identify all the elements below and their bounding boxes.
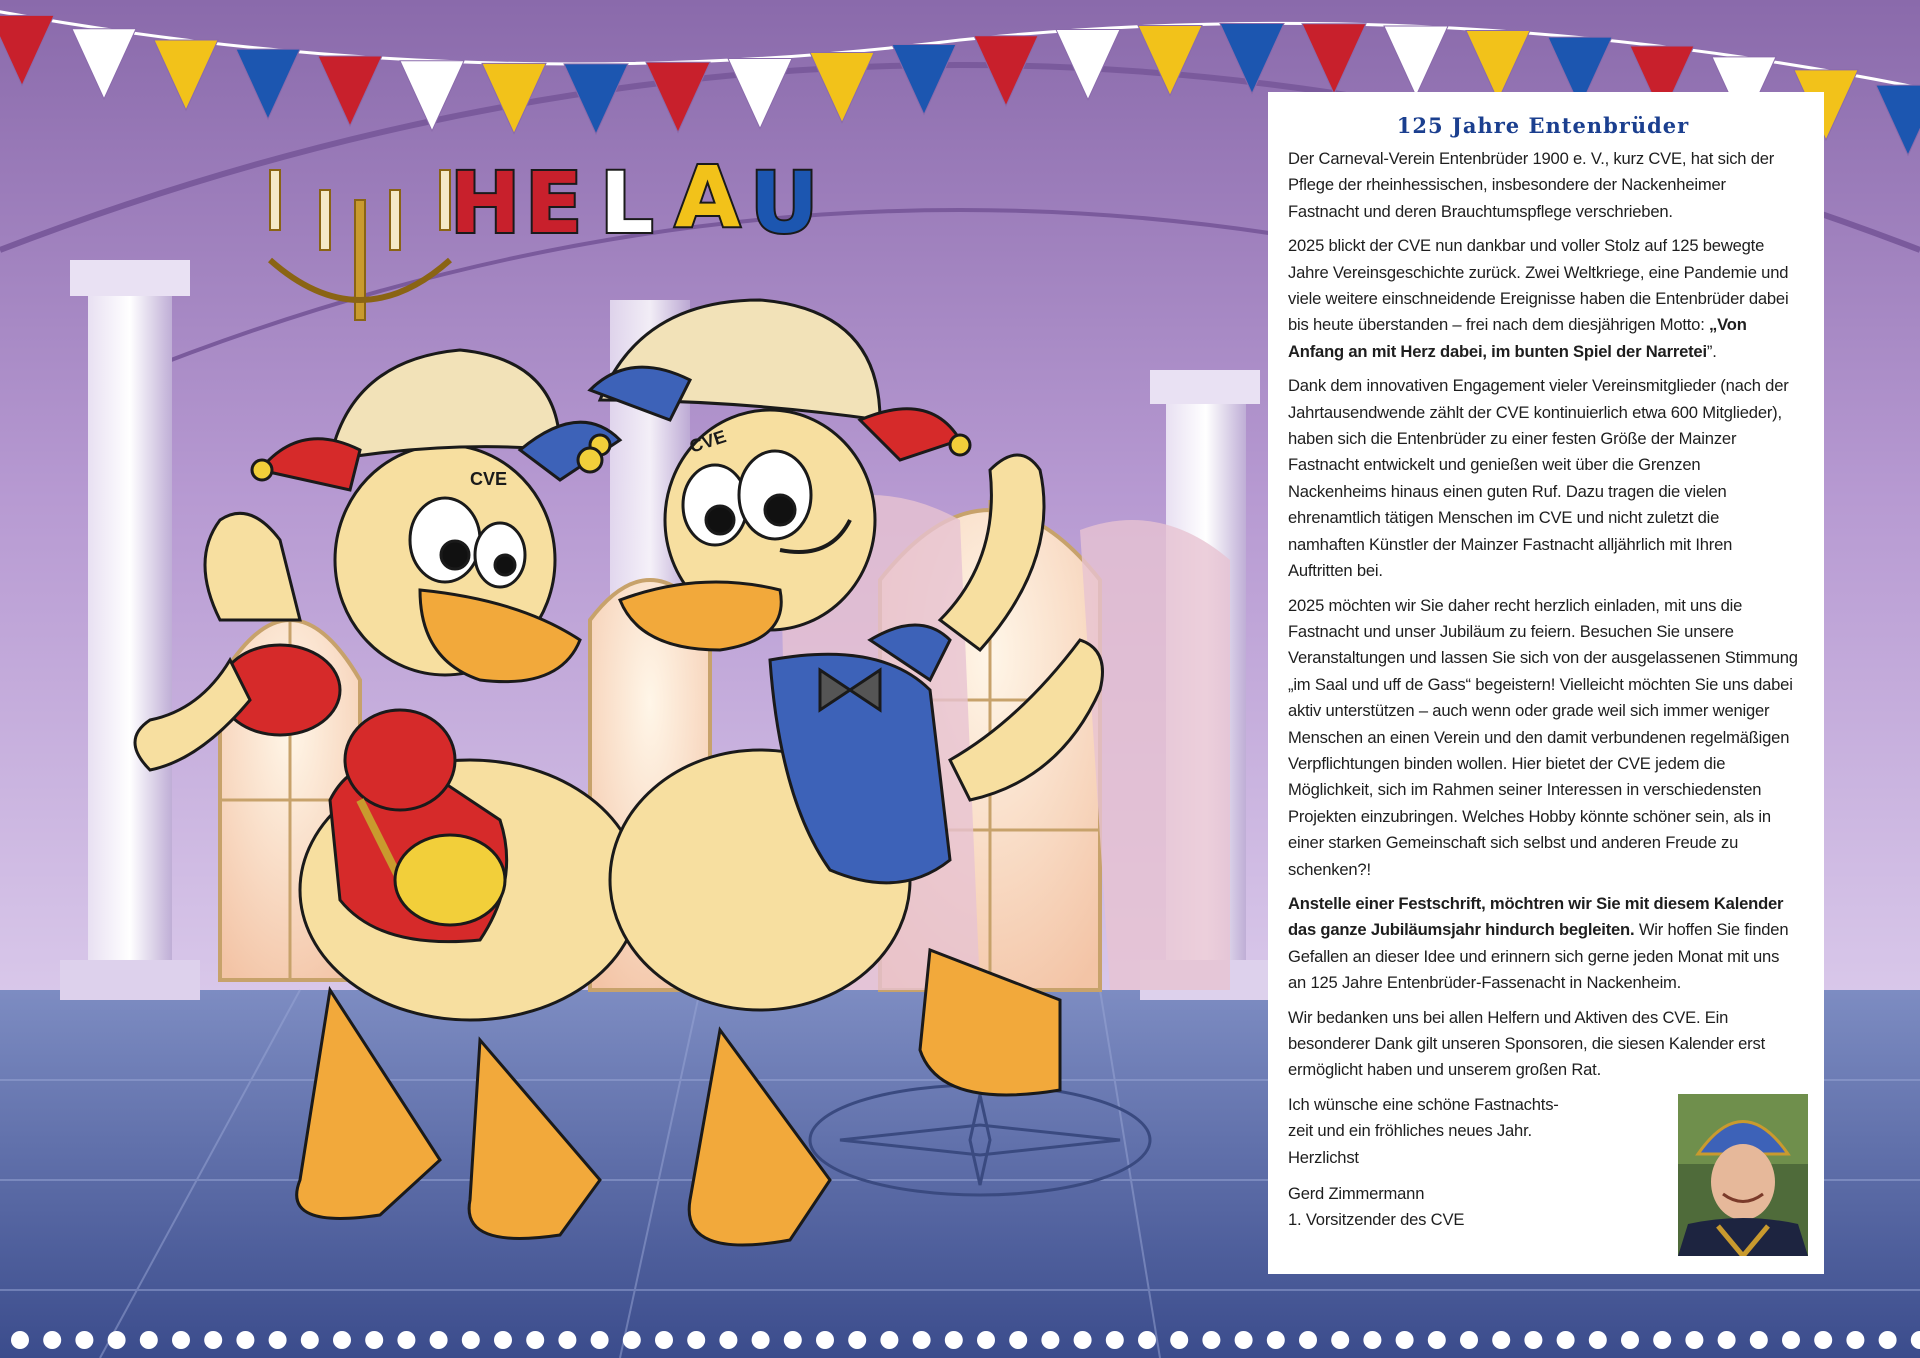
border-dot [1106,1331,1124,1349]
border-dot [301,1331,319,1349]
border-dot [945,1331,963,1349]
border-dot [816,1331,834,1349]
border-dot [1524,1331,1542,1349]
paragraph-text: Wir hoffen Sie finden Gefallen an dieser Idee und erinnern sich gerne jeden Monat mit uns an 125 Jahre Entenbrüder-Fassenacht in Nackenheim. [1288,920,1789,993]
border-dot [880,1331,898,1349]
closing-line: Herzlichst [1288,1147,1359,1167]
helau-letter: H [450,154,521,252]
border-dot [1170,1331,1188,1349]
paragraph-engagement: Dank dem innovativen Engagement vieler Vereinsmitglieder (nach der Jahrtausendwende zählt der CVE kontinuierlich etwa 600 Mitglieder), haben sich die Entenbrüder zu einer festen Größe der Mainzer Fastnacht entwickelt und genießen weit über die Grenzen Nackenheims hinaus einen guten Ruf. Dazu tragen die vielen ehrenamtlich tätigen Menschen im CVE und nicht zuletzt die namhaften Künstler der Mainzer Fastnacht alljährlich mit Ihren Auftritten bei. [1288,376,1789,581]
border-dot [269,1331,287,1349]
border-dot [687,1331,705,1349]
border-dot [623,1331,641,1349]
paragraph-thanks: Wir bedanken uns bei allen Helfern und Aktiven des CVE. Ein besonderer Dank gilt unseren Sponsoren, die siesen Kalender erst ermöglicht haben und unserem großen Rat. [1288,1007,1766,1080]
border-dot [1589,1331,1607,1349]
helau-letter: U [750,154,819,252]
border-dot [1460,1331,1478,1349]
border-dot [1235,1331,1253,1349]
border-dot [558,1331,576,1349]
border-dot [1782,1331,1800,1349]
border-dot [75,1331,93,1349]
border-dot [977,1331,995,1349]
border-dot [43,1331,61,1349]
border-dot [591,1331,609,1349]
border-dot [1557,1331,1575,1349]
signer-name: Gerd Zimmermann [1288,1184,1425,1204]
closing-line: zeit und ein fröhliches neues Jahr. [1288,1121,1532,1141]
motto-text: „Von Anfang an mit Herz dabei, im bunten Spiel der Narretei [1288,315,1747,361]
border-dot [1363,1331,1381,1349]
border-dot [140,1331,158,1349]
signer-role: 1. Vorsitzender des CVE [1288,1210,1465,1230]
border-dot [108,1331,126,1349]
border-dot [1814,1331,1832,1349]
border-dot [494,1331,512,1349]
chairman-portrait-photo [1678,1094,1808,1256]
border-dot [1074,1331,1092,1349]
border-dot [848,1331,866,1349]
border-dot [1009,1331,1027,1349]
border-dot [1138,1331,1156,1349]
paragraph-anniversary [1288,233,1798,365]
border-dot [655,1331,673,1349]
paragraph-invitation: 2025 möchten wir Sie daher recht herzlich einladen, mit uns die Fastnacht und unser Jubiläum zu feiern. Besuchen Sie unsere Veranstaltungen und lassen Sie sich von der ausgelassenen Stimmung „im Saal und uff de Gass“ begeistern! Vielleicht möchten Sie uns dabei aktiv unterstützen – auch wenn oder grade weil sich immer weniger Menschen an einen Verein und den damit verbundenen regelmäßigen Verpflichtungen binden wollen. Hier bietet der CVE jedem die Möglichkeit, sich im Rahmen seiner Interessen in verschiedensten Projekten einzubringen. Welches Hobby könnte schöner sein, als in einer starken Gemeinschaft sich selbst und anderen Freude zu schenken?! [1288,595,1798,879]
border-dot [1331,1331,1349,1349]
panel-title: 125 Jahre Entenbrüder [1396,113,1690,138]
border-dot [1492,1331,1510,1349]
border-dot [1653,1331,1671,1349]
border-dot [1879,1331,1897,1349]
closing-line: Ich wünsche eine schöne Fastnachts- [1288,1094,1559,1114]
border-dot [719,1331,737,1349]
helau-letter: A [675,148,741,246]
paragraph-text: ”. [1706,341,1717,361]
paragraph-calendar [1288,891,1798,997]
highlight-text: Anstelle einer Festschrift, möchtren wir Sie mit diesem Kalender das ganze Jubiläumsjahr hindurch begleiten. [1288,893,1784,940]
paragraph-intro: Der Carneval-Verein Entenbrüder 1900 e. V., kurz CVE, hat sich der Pflege der rheinhessischen, insbesondere der Nackenheimer Fastnacht und deren Brauchtumspflege verschrieben. [1288,149,1775,221]
border-dot [526,1331,544,1349]
border-dot [1846,1331,1864,1349]
border-dot [430,1331,448,1349]
border-dot [784,1331,802,1349]
helau-title [450,148,818,252]
border-dot [11,1331,29,1349]
border-dot [1299,1331,1317,1349]
border-dot [1428,1331,1446,1349]
border-dot [236,1331,254,1349]
border-dot [913,1331,931,1349]
paragraph-text: 2025 blickt der CVE nun dankbar und voller Stolz auf 125 bewegte Jahre Vereinsgeschichte zurück. Zwei Weltkriege, eine Pandemie und viele weitere einschneidende Ereignisse haben die Entenbrüder dabei bis heute überstanden – frei nach dem diesjährigen Motto: [1288,236,1789,335]
border-dot [397,1331,415,1349]
border-dot [204,1331,222,1349]
border-dot [1750,1331,1768,1349]
helau-letter: E [525,154,583,252]
border-dot [333,1331,351,1349]
closing-text [1288,1092,1588,1234]
border-dot [1267,1331,1285,1349]
border-dot [172,1331,190,1349]
border-dot [752,1331,770,1349]
signature-block [1288,1092,1798,1252]
border-dot [1685,1331,1703,1349]
helau-letter: L [600,154,654,252]
right-hat-label: CVE [687,426,729,457]
border-dot [1041,1331,1059,1349]
border-dot [1202,1331,1220,1349]
border-dot [462,1331,480,1349]
border-dot [1718,1331,1736,1349]
left-hat-label: CVE [470,469,508,489]
border-dot [1396,1331,1414,1349]
border-dot [1621,1331,1639,1349]
text-panel [1268,92,1824,1274]
border-dot [365,1331,383,1349]
